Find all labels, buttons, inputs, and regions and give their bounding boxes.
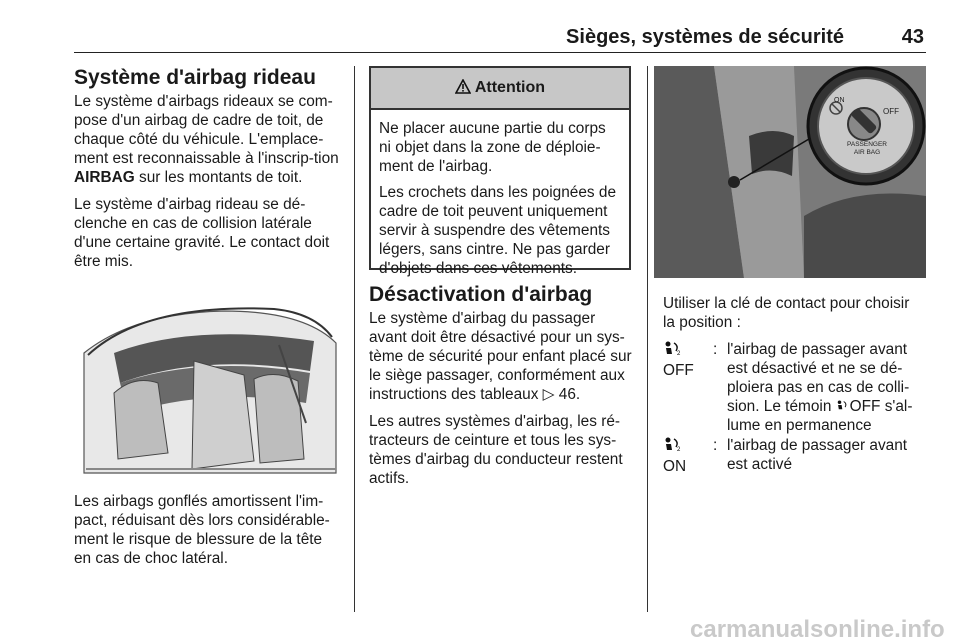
text-span: Le système d'airbag du passager avant doit être désactivé pour un sys-tème de sécurité pour enfant placé sur le siège passager, conformément aux instructions des tableaux (369, 310, 632, 403)
heading-curtain-airbag: Système d'airbag rideau (74, 66, 316, 89)
svg-text:2: 2 (677, 351, 681, 356)
text-span: OFF (849, 398, 881, 415)
column-1-bottom (74, 492, 342, 576)
airbag-label: AIRBAG (74, 169, 135, 186)
paragraph-curtain-trigger: Le système d'airbag rideau se dé-clenche en cas de collision latérale d'une certaine gravité. Le contact doit être mis. (74, 196, 330, 270)
warning-triangle-icon (455, 79, 471, 94)
paragraph-key-position: Utiliser la clé de contact pour choisir la position : (663, 295, 910, 331)
attention-paragraph-1: Ne placer aucune partie du corps ni objet dans la zone de déploie-ment de l'airbag. (379, 120, 606, 175)
watermark: carmanualsonline.info (690, 616, 945, 643)
text-span: . (575, 386, 581, 403)
curtain-airbag-illustration (74, 283, 338, 483)
switch-label-off: OFF (883, 107, 899, 116)
heading-airbag-deactivation: Désactivation d'airbag (369, 283, 593, 306)
page-number: 43 (901, 26, 924, 48)
paragraph-deactivation (369, 309, 633, 404)
column-2 (369, 283, 633, 496)
airbag-on-symbol (663, 436, 707, 476)
attention-box (369, 66, 631, 277)
page-reference: 46 (558, 386, 576, 403)
page-title: Sièges, systèmes de sécurité (566, 26, 844, 48)
switch-label-airbag: AIR BAG (853, 149, 881, 156)
attention-paragraph-2: Les crochets dans les poignées de cadre de toit peuvent uniquement servir à suspendre des vêtements légers, sans cintre. Ne pas garder d'objets dans ces vêtements. (379, 184, 616, 277)
legend-colon: : (713, 437, 718, 454)
airbag-switch-photo-graphic (654, 66, 926, 278)
paragraph-other-systems: Les autres systèmes d'airbag, les ré-tracteurs de ceinture et tous les sys-tèmes d'airbag du conducteur restent actifs. (369, 413, 623, 487)
passenger-airbag-switch-photo (654, 66, 926, 278)
paragraph-curtain-description (74, 92, 342, 187)
attention-header (371, 68, 629, 110)
page-ref-icon: ▷ (542, 386, 555, 403)
text-span: sur les montants de toit. (134, 169, 303, 186)
passenger-airbag-icon (663, 340, 683, 356)
attention-title: Attention (474, 79, 546, 96)
column-divider-right (647, 66, 648, 612)
passenger-airbag-inline-icon (836, 399, 850, 411)
switch-label-passenger: PASSENGER (847, 141, 887, 148)
legend-off (663, 340, 925, 435)
column-3 (663, 294, 925, 474)
column-1 (74, 66, 342, 279)
attention-body (371, 110, 629, 278)
legend-on-label: ON (663, 458, 687, 475)
legend-colon: : (713, 341, 718, 358)
legend-off-text (727, 340, 925, 435)
legend-on (663, 436, 925, 474)
header-rule (74, 52, 926, 53)
page-header (74, 26, 924, 52)
text-span: Le système d'airbags rideaux se com-pose d'un airbag de cadre de toit, de chaque côté du véhicule. L'emplace-ment est reconnaissable à l'inscrip-tion (74, 93, 339, 167)
legend-on-text: l'airbag de passager avant est activé (727, 437, 908, 473)
text-span: s'al-lume en permanence (727, 398, 913, 434)
paragraph-curtain-benefit: Les airbags gonflés amortissent l'im-pact, réduisant dès lors considérable-ment le risque de blessure de la tête en cas de choc latéral. (74, 493, 330, 567)
column-divider-left (354, 66, 355, 612)
passenger-airbag-on-icon (663, 436, 683, 452)
legend-off-label: OFF (663, 362, 694, 379)
airbag-off-symbol (663, 340, 707, 380)
switch-label-on: ON (834, 97, 845, 104)
svg-text:2: 2 (677, 447, 681, 452)
text-span: l'airbag de passager avant est désactivé et ne se dé-ploiera pas en cas de colli-sion. Le témoin (727, 341, 910, 415)
